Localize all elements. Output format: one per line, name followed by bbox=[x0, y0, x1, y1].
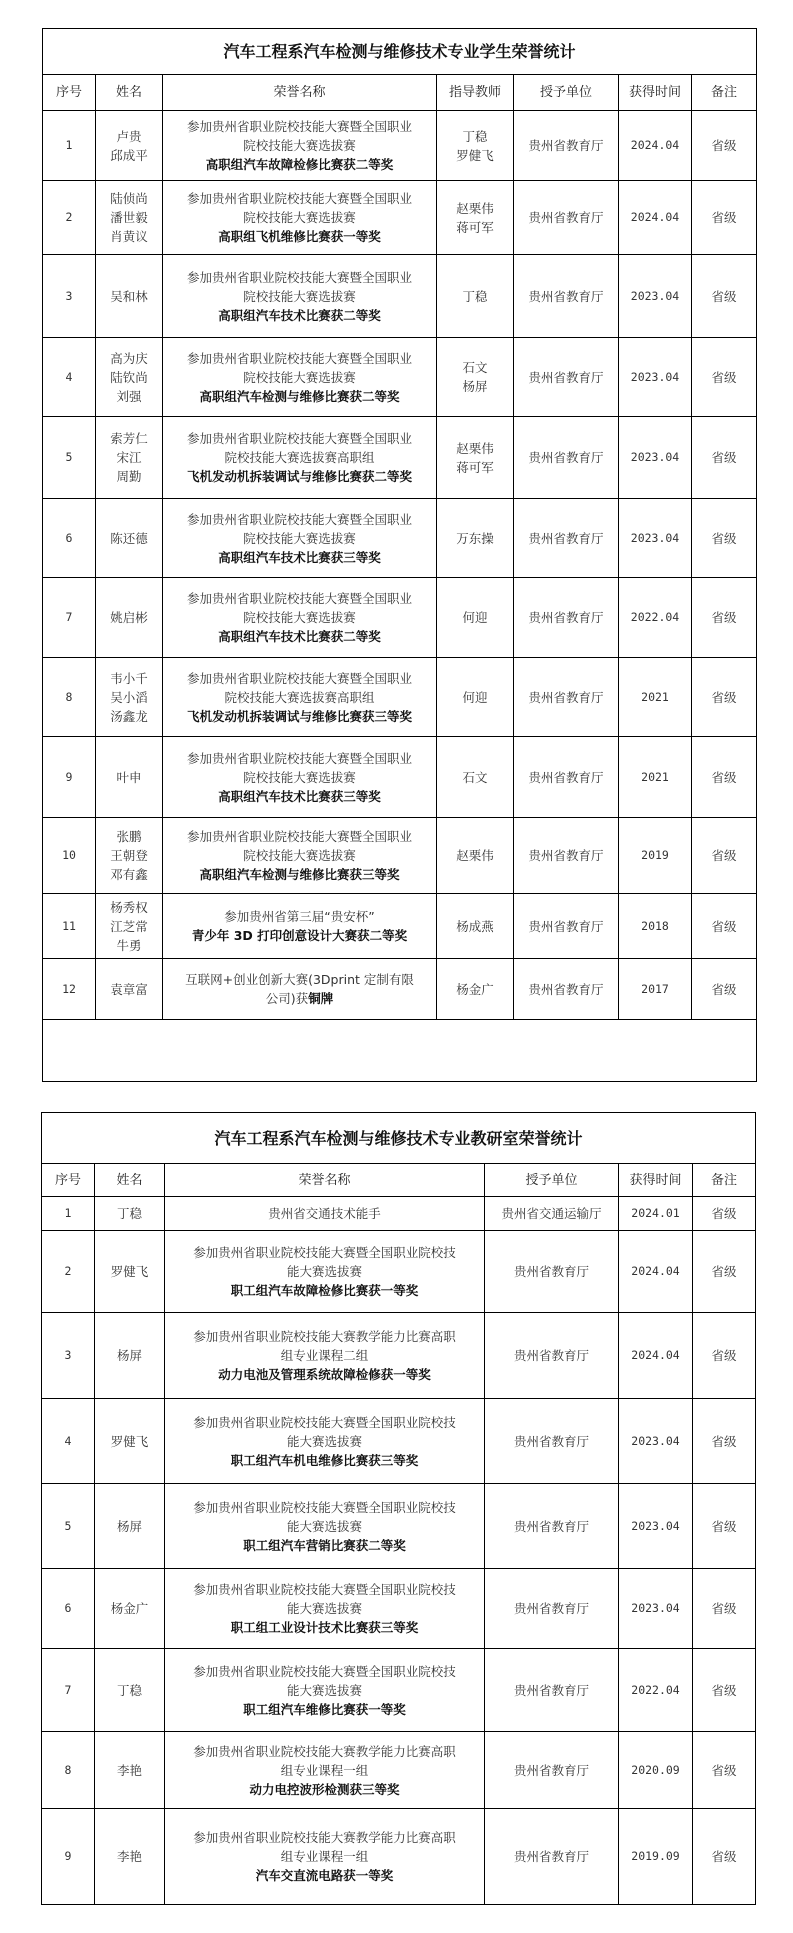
award-time: 2023.04 bbox=[619, 1399, 693, 1484]
honor-award: 飞机发动机拆装调试与维修比赛获二等奖 bbox=[186, 469, 412, 484]
table-row bbox=[42, 1569, 756, 1649]
table-row bbox=[42, 1732, 756, 1809]
table-row bbox=[42, 1399, 756, 1484]
granting-unit: 贵州省教育厅 bbox=[485, 1649, 619, 1732]
header-name: 姓名 bbox=[96, 75, 163, 111]
row-number: 5 bbox=[43, 417, 96, 499]
honor-text-line: 参加贵州省职业院校技能大赛暨全国职业 bbox=[186, 191, 412, 206]
honor-text-line: 参加贵州省职业院校技能大赛暨全国职业院校技 bbox=[193, 1499, 456, 1515]
honor-text-line: 参加贵州省职业院校技能大赛暨全国职业 bbox=[186, 431, 412, 446]
student-names bbox=[96, 111, 163, 181]
honor-name bbox=[165, 1569, 485, 1649]
table-row bbox=[42, 1809, 756, 1905]
instructor-name: 罗健飞 bbox=[456, 147, 494, 163]
honor-text-line: 院校技能大赛选拔赛 bbox=[243, 138, 356, 153]
instructor-name: 杨屏 bbox=[462, 379, 488, 394]
student-name: 邓有鑫 bbox=[110, 867, 148, 882]
award-time: 2021 bbox=[619, 737, 692, 818]
instructor-name: 万东操 bbox=[456, 530, 494, 546]
honor-text-line: 参加贵州省职业院校技能大赛暨全国职业 bbox=[186, 591, 412, 606]
honor-text-line: 参加贵州省职业院校技能大赛暨全国职业院校技 bbox=[193, 1582, 456, 1597]
honor-name bbox=[165, 1732, 485, 1809]
award-level: 省级 bbox=[693, 1809, 756, 1905]
row-number: 11 bbox=[43, 894, 96, 959]
student-table-title: 汽车工程系汽车检测与维修技术专业学生荣誉统计 bbox=[43, 29, 757, 75]
student-name: 牛勇 bbox=[116, 937, 142, 953]
honor-tail-text: 公司)获 bbox=[265, 991, 309, 1006]
granting-unit: 贵州省教育厅 bbox=[514, 255, 619, 338]
honor-award: 职工组汽车机电维修比赛获三等奖 bbox=[230, 1452, 419, 1468]
award-level: 省级 bbox=[693, 1649, 756, 1732]
honor-name bbox=[163, 255, 437, 338]
instructor-name: 何迎 bbox=[462, 689, 488, 705]
honor-award: 高职组汽车检测与维修比赛获三等奖 bbox=[199, 867, 400, 882]
honor-text-line: 院校技能大赛选拔赛 bbox=[243, 848, 356, 863]
header-seq: 序号 bbox=[42, 1164, 95, 1197]
honor-award: 高职组汽车检测与维修比赛获二等奖 bbox=[199, 388, 400, 404]
honor-text-line: 参加贵州省职业院校技能大赛暨全国职业 bbox=[186, 829, 412, 844]
award-level: 省级 bbox=[693, 1732, 756, 1809]
award-time: 2019 bbox=[619, 818, 692, 894]
honor-text-line: 参加贵州省职业院校技能大赛暨全国职业 bbox=[186, 119, 412, 134]
header-note: 备注 bbox=[692, 75, 757, 111]
table-row bbox=[42, 1197, 756, 1231]
honor-award: 高职组汽车技术比赛获二等奖 bbox=[218, 629, 381, 644]
student-name: 陆侦尚 bbox=[110, 191, 148, 206]
honor-award: 职工组汽车故障检修比赛获一等奖 bbox=[230, 1283, 419, 1298]
student-names bbox=[96, 578, 163, 658]
honor-name bbox=[163, 959, 437, 1020]
table-row bbox=[43, 181, 757, 255]
row-number: 4 bbox=[42, 1399, 95, 1484]
award-level: 省级 bbox=[693, 1569, 756, 1649]
row-number: 3 bbox=[43, 255, 96, 338]
honor-text-line: 参加贵州省职业院校技能大赛暨全国职业 bbox=[186, 750, 412, 766]
staff-name: 罗健飞 bbox=[95, 1231, 165, 1313]
granting-unit: 贵州省教育厅 bbox=[485, 1569, 619, 1649]
award-level: 省级 bbox=[692, 894, 757, 959]
granting-unit: 贵州省教育厅 bbox=[514, 658, 619, 737]
student-name: 高为庆 bbox=[110, 350, 148, 366]
award-time: 2024.04 bbox=[619, 111, 692, 181]
row-number: 1 bbox=[42, 1197, 95, 1231]
award-time: 2024.04 bbox=[619, 181, 692, 255]
honor-award: 职工组工业设计技术比赛获三等奖 bbox=[230, 1620, 419, 1635]
row-number: 6 bbox=[43, 499, 96, 578]
honor-award: 青少年 3D 打印创意设计大赛获二等奖 bbox=[191, 928, 408, 943]
blank-row bbox=[43, 1020, 757, 1082]
honor-name bbox=[163, 338, 437, 417]
award-level: 省级 bbox=[693, 1231, 756, 1313]
honor-text-line: 院校技能大赛选拔赛 bbox=[243, 369, 356, 385]
row-number: 7 bbox=[42, 1649, 95, 1732]
table-row bbox=[42, 1484, 756, 1569]
student-name: 韦小千 bbox=[110, 670, 148, 686]
instructor-name: 蒋可军 bbox=[456, 219, 494, 235]
instructors bbox=[437, 894, 514, 959]
honor-text-line: 组专业课程二组 bbox=[280, 1348, 369, 1363]
row-number: 5 bbox=[42, 1484, 95, 1569]
student-name: 刘强 bbox=[116, 388, 142, 404]
table-title-row bbox=[43, 29, 757, 75]
award-time: 2023.04 bbox=[619, 417, 692, 499]
granting-unit: 贵州省教育厅 bbox=[514, 894, 619, 959]
row-number: 6 bbox=[42, 1569, 95, 1649]
staff-name: 罗健飞 bbox=[95, 1399, 165, 1484]
honor-award: 飞机发动机拆装调试与维修比赛获三等奖 bbox=[186, 708, 412, 724]
table-row bbox=[43, 818, 757, 894]
honor-text-line: 参加贵州省职业院校技能大赛暨全国职业院校技 bbox=[193, 1414, 456, 1430]
row-number: 9 bbox=[42, 1809, 95, 1905]
staff-name: 李艳 bbox=[95, 1732, 165, 1809]
header-time: 获得时间 bbox=[619, 1164, 693, 1197]
student-name: 江芝常 bbox=[110, 918, 148, 934]
honor-text-line: 组专业课程一组 bbox=[280, 1849, 369, 1864]
student-names bbox=[96, 499, 163, 578]
honor-award: 职工组汽车维修比赛获一等奖 bbox=[243, 1701, 406, 1717]
student-names bbox=[96, 818, 163, 894]
student-name: 周勤 bbox=[116, 469, 142, 484]
award-level: 省级 bbox=[692, 959, 757, 1020]
honor-text-line: 能大赛选拔赛 bbox=[286, 1601, 362, 1616]
honor-text-line: 院校技能大赛选拔赛高职组 bbox=[224, 450, 375, 465]
row-number: 1 bbox=[43, 111, 96, 181]
honor-name bbox=[163, 417, 437, 499]
row-number: 9 bbox=[43, 737, 96, 818]
row-number: 3 bbox=[42, 1313, 95, 1399]
student-names bbox=[96, 658, 163, 737]
header-time: 获得时间 bbox=[619, 75, 692, 111]
award-level: 省级 bbox=[692, 338, 757, 417]
student-name: 汤鑫龙 bbox=[110, 708, 148, 724]
award-time: 2024.04 bbox=[619, 1231, 693, 1313]
instructors bbox=[437, 818, 514, 894]
staff-name: 杨金广 bbox=[95, 1569, 165, 1649]
honor-award: 汽车交直流电路获一等奖 bbox=[255, 1868, 394, 1883]
honor-name bbox=[163, 578, 437, 658]
instructor-name: 石文 bbox=[462, 360, 488, 375]
award-level: 省级 bbox=[693, 1484, 756, 1569]
award-time: 2023.04 bbox=[619, 499, 692, 578]
honor-name bbox=[165, 1197, 485, 1231]
staff-name: 李艳 bbox=[95, 1809, 165, 1905]
honor-award: 高职组汽车故障检修比赛获二等奖 bbox=[205, 157, 394, 172]
honor-text-line: 参加贵州省职业院校技能大赛暨全国职业 bbox=[186, 511, 412, 527]
award-time: 2022.04 bbox=[619, 1649, 693, 1732]
student-name: 杨秀权 bbox=[110, 899, 148, 915]
row-number: 7 bbox=[43, 578, 96, 658]
instructor-name: 杨金广 bbox=[456, 981, 494, 997]
award-level: 省级 bbox=[692, 255, 757, 338]
honor-text-line: 能大赛选拔赛 bbox=[286, 1682, 362, 1698]
student-names bbox=[96, 338, 163, 417]
table-title-row bbox=[42, 1113, 756, 1164]
honor-award: 动力电控波形检测获三等奖 bbox=[249, 1781, 400, 1797]
award-level: 省级 bbox=[692, 417, 757, 499]
student-name: 宋江 bbox=[116, 450, 142, 465]
granting-unit: 贵州省教育厅 bbox=[514, 959, 619, 1020]
row-number: 2 bbox=[42, 1231, 95, 1313]
honor-text-line: 参加贵州省职业院校技能大赛教学能力比赛高职 bbox=[193, 1329, 456, 1344]
honor-name bbox=[165, 1649, 485, 1732]
granting-unit: 贵州省教育厅 bbox=[485, 1399, 619, 1484]
instructors bbox=[437, 255, 514, 338]
instructor-name: 何迎 bbox=[462, 610, 488, 625]
honor-name bbox=[163, 737, 437, 818]
granting-unit: 贵州省交通运输厅 bbox=[485, 1197, 619, 1231]
table-row bbox=[43, 499, 757, 578]
award-time: 2018 bbox=[619, 894, 692, 959]
honor-text-line: 院校技能大赛选拔赛 bbox=[243, 210, 356, 225]
instructors bbox=[437, 959, 514, 1020]
staff-name: 杨屏 bbox=[95, 1313, 165, 1399]
row-number: 10 bbox=[43, 818, 96, 894]
student-name: 袁章富 bbox=[110, 981, 148, 997]
honor-text-line: 院校技能大赛选拔赛 bbox=[243, 610, 356, 625]
table-header-row bbox=[43, 75, 757, 111]
instructors bbox=[437, 417, 514, 499]
student-names bbox=[96, 959, 163, 1020]
row-number: 8 bbox=[42, 1732, 95, 1809]
granting-unit: 贵州省教育厅 bbox=[514, 181, 619, 255]
award-time: 2024.01 bbox=[619, 1197, 693, 1231]
award-time: 2023.04 bbox=[619, 255, 692, 338]
student-name: 吴小滔 bbox=[110, 689, 148, 705]
header-name: 姓名 bbox=[95, 1164, 165, 1197]
table-row bbox=[43, 658, 757, 737]
honor-text-line: 参加贵州省职业院校技能大赛暨全国职业院校技 bbox=[193, 1245, 456, 1260]
student-name: 吴和林 bbox=[110, 288, 148, 304]
staff-name: 杨屏 bbox=[95, 1484, 165, 1569]
table-row bbox=[43, 737, 757, 818]
honor-text-line: 能大赛选拔赛 bbox=[286, 1518, 362, 1534]
honor-name bbox=[165, 1484, 485, 1569]
staff-name: 丁稳 bbox=[95, 1649, 165, 1732]
instructors bbox=[437, 658, 514, 737]
granting-unit: 贵州省教育厅 bbox=[514, 578, 619, 658]
honor-text-line: 组专业课程一组 bbox=[280, 1762, 369, 1778]
table-header-row bbox=[42, 1164, 756, 1197]
honor-award: 职工组汽车营销比赛获二等奖 bbox=[243, 1537, 406, 1553]
honor-text-line: 能大赛选拔赛 bbox=[286, 1264, 362, 1279]
honor-name bbox=[163, 111, 437, 181]
granting-unit: 贵州省教育厅 bbox=[514, 818, 619, 894]
blank-cell bbox=[43, 1020, 757, 1082]
award-time: 2023.04 bbox=[619, 338, 692, 417]
honor-name bbox=[163, 658, 437, 737]
table-row bbox=[43, 255, 757, 338]
instructor-name: 杨成燕 bbox=[456, 918, 494, 934]
honor-text-line: 院校技能大赛选拔赛 bbox=[243, 288, 356, 304]
honor-name bbox=[165, 1809, 485, 1905]
honor-text-line: 能大赛选拔赛 bbox=[286, 1433, 362, 1449]
student-names bbox=[96, 255, 163, 338]
granting-unit: 贵州省教育厅 bbox=[514, 737, 619, 818]
instructors bbox=[437, 499, 514, 578]
header-note: 备注 bbox=[693, 1164, 756, 1197]
instructors bbox=[437, 737, 514, 818]
honor-name bbox=[163, 181, 437, 255]
student-names bbox=[96, 894, 163, 959]
granting-unit: 贵州省教育厅 bbox=[485, 1809, 619, 1905]
student-name: 叶申 bbox=[116, 769, 142, 785]
row-number: 2 bbox=[43, 181, 96, 255]
row-number: 8 bbox=[43, 658, 96, 737]
header-unit: 授予单位 bbox=[514, 75, 619, 111]
honor-name bbox=[165, 1231, 485, 1313]
table-row bbox=[42, 1649, 756, 1732]
instructor-name: 赵栗伟 bbox=[456, 440, 494, 456]
granting-unit: 贵州省教育厅 bbox=[514, 338, 619, 417]
honor-text-line: 参加贵州省职业院校技能大赛教学能力比赛高职 bbox=[193, 1743, 456, 1759]
instructor-name: 石文 bbox=[462, 769, 488, 785]
honor-text-line: 院校技能大赛选拔赛高职组 bbox=[224, 689, 375, 705]
award-level: 省级 bbox=[693, 1197, 756, 1231]
student-name: 陈还德 bbox=[110, 530, 148, 546]
honor-text-line: 参加贵州省职业院校技能大赛暨全国职业 bbox=[186, 350, 412, 366]
student-name: 索芳仁 bbox=[110, 431, 148, 446]
student-names bbox=[96, 417, 163, 499]
table-row bbox=[43, 894, 757, 959]
honor-name bbox=[163, 499, 437, 578]
student-name: 姚启彬 bbox=[110, 610, 148, 625]
award-level: 省级 bbox=[692, 111, 757, 181]
student-name: 陆钦尚 bbox=[110, 369, 148, 385]
honor-name bbox=[165, 1399, 485, 1484]
instructor-name: 丁稳 bbox=[462, 128, 488, 144]
student-name: 肖黄议 bbox=[110, 229, 148, 244]
award-time: 2020.09 bbox=[619, 1732, 693, 1809]
student-names bbox=[96, 737, 163, 818]
award-level: 省级 bbox=[692, 181, 757, 255]
honor-text-line: 院校技能大赛选拔赛 bbox=[243, 530, 356, 546]
granting-unit: 贵州省教育厅 bbox=[514, 417, 619, 499]
honor-text-line: 参加贵州省职业院校技能大赛教学能力比赛高职 bbox=[193, 1830, 456, 1845]
header-seq: 序号 bbox=[43, 75, 96, 111]
honor-text-line: 参加贵州省第三届“贵安杯” bbox=[224, 909, 375, 924]
instructors bbox=[437, 181, 514, 255]
award-time: 2017 bbox=[619, 959, 692, 1020]
table-row bbox=[42, 1231, 756, 1313]
award-level: 省级 bbox=[692, 737, 757, 818]
honor-text-line: 互联网+创业创新大赛(3Dprint 定制有限 bbox=[185, 972, 414, 987]
staff-table-title: 汽车工程系汽车检测与维修技术专业教研室荣誉统计 bbox=[42, 1113, 756, 1164]
honor-name bbox=[165, 1313, 485, 1399]
granting-unit: 贵州省教育厅 bbox=[485, 1732, 619, 1809]
honor-text-line: 贵州省交通技术能手 bbox=[268, 1206, 381, 1221]
table-row bbox=[43, 111, 757, 181]
table-row bbox=[43, 338, 757, 417]
table-row bbox=[43, 417, 757, 499]
instructors bbox=[437, 111, 514, 181]
instructor-name: 赵栗伟 bbox=[456, 200, 494, 216]
table-row bbox=[43, 578, 757, 658]
award-level: 省级 bbox=[692, 658, 757, 737]
header-honor: 荣誉名称 bbox=[163, 75, 437, 111]
student-name: 王朝登 bbox=[110, 848, 148, 863]
award-time: 2023.04 bbox=[619, 1569, 693, 1649]
instructor-name: 赵栗伟 bbox=[456, 848, 494, 863]
header-teacher: 指导教师 bbox=[437, 75, 514, 111]
honor-award: 高职组飞机维修比赛获一等奖 bbox=[218, 229, 381, 244]
header-honor: 荣誉名称 bbox=[165, 1164, 485, 1197]
honor-award: 高职组汽车技术比赛获二等奖 bbox=[218, 307, 381, 323]
instructors bbox=[437, 338, 514, 417]
granting-unit: 贵州省教育厅 bbox=[485, 1484, 619, 1569]
honor-award: 高职组汽车技术比赛获三等奖 bbox=[218, 549, 381, 565]
honor-award: 动力电池及管理系统故障检修获一等奖 bbox=[218, 1367, 431, 1382]
table-row bbox=[42, 1313, 756, 1399]
student-name: 潘世毅 bbox=[110, 210, 148, 225]
row-number: 12 bbox=[43, 959, 96, 1020]
instructor-name: 蒋可军 bbox=[456, 459, 494, 475]
award-time: 2021 bbox=[619, 658, 692, 737]
award-level: 省级 bbox=[693, 1313, 756, 1399]
award-time: 2019.09 bbox=[619, 1809, 693, 1905]
honor-name bbox=[163, 818, 437, 894]
student-names bbox=[96, 181, 163, 255]
award-level: 省级 bbox=[692, 499, 757, 578]
granting-unit: 贵州省教育厅 bbox=[514, 499, 619, 578]
award-time: 2022.04 bbox=[619, 578, 692, 658]
award-level: 省级 bbox=[692, 578, 757, 658]
row-number: 4 bbox=[43, 338, 96, 417]
honor-text-line: 院校技能大赛选拔赛 bbox=[243, 769, 356, 785]
granting-unit: 贵州省教育厅 bbox=[485, 1313, 619, 1399]
honor-award: 铜牌 bbox=[308, 991, 334, 1006]
granting-unit: 贵州省教育厅 bbox=[514, 111, 619, 181]
student-name: 邱成平 bbox=[110, 147, 148, 163]
instructors bbox=[437, 578, 514, 658]
honor-text-line: 参加贵州省职业院校技能大赛暨全国职业 bbox=[186, 670, 412, 686]
honor-text-line: 参加贵州省职业院校技能大赛暨全国职业 bbox=[186, 269, 412, 285]
instructor-name: 丁稳 bbox=[462, 288, 488, 304]
award-level: 省级 bbox=[693, 1399, 756, 1484]
staff-name: 丁稳 bbox=[95, 1197, 165, 1231]
table-row bbox=[43, 959, 757, 1020]
granting-unit: 贵州省教育厅 bbox=[485, 1231, 619, 1313]
header-unit: 授予单位 bbox=[485, 1164, 619, 1197]
award-level: 省级 bbox=[692, 818, 757, 894]
award-time: 2023.04 bbox=[619, 1484, 693, 1569]
honor-award: 高职组汽车技术比赛获三等奖 bbox=[218, 788, 381, 804]
student-name: 张鹏 bbox=[116, 829, 142, 844]
staff-honor-table bbox=[41, 1112, 756, 1905]
student-name: 卢贵 bbox=[116, 128, 142, 144]
honor-text-line bbox=[165, 989, 434, 1008]
honor-name bbox=[163, 894, 437, 959]
honor-text-line: 参加贵州省职业院校技能大赛暨全国职业院校技 bbox=[193, 1663, 456, 1679]
student-honor-table bbox=[42, 28, 757, 1082]
award-time: 2024.04 bbox=[619, 1313, 693, 1399]
